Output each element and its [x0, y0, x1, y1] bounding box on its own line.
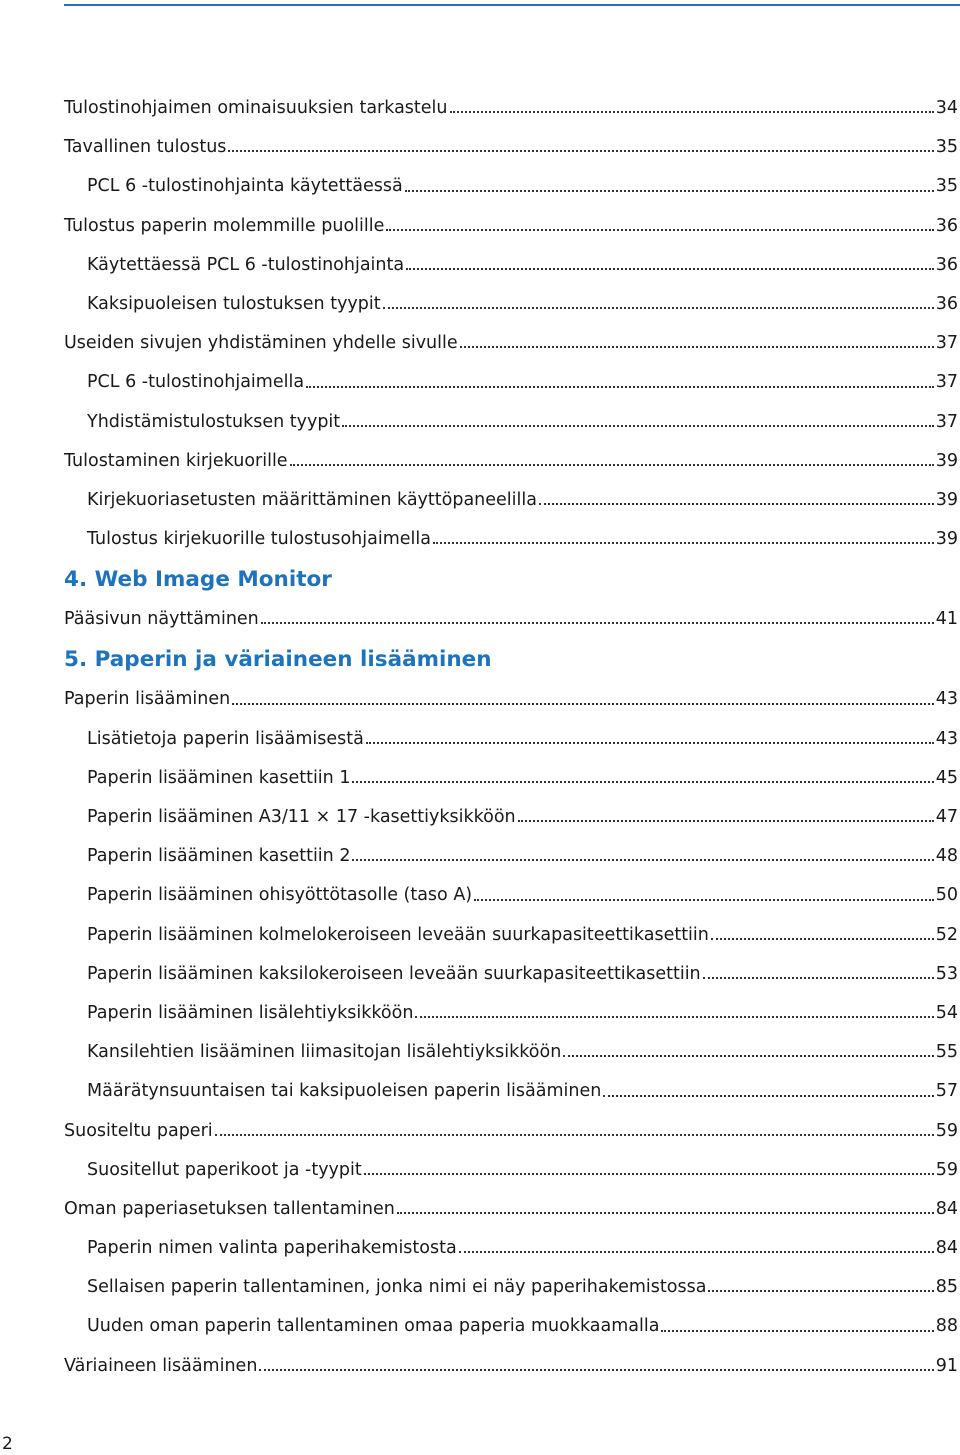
toc-subentry[interactable] [64, 759, 958, 798]
toc-entry-title: Paperin lisääminen A3/11 × 17 -kasettiyksikköön [87, 807, 516, 827]
toc-subentry[interactable] [64, 246, 958, 285]
toc-entry-title: PCL 6 -tulostinohjainta käytettäessä [87, 176, 403, 197]
toc-entry-title: Sellaisen paperin tallentaminen, jonka nimi ei näy paperihakemistossa [87, 1277, 707, 1298]
toc-entry-title: Lisätietoja paperin lisäämisestä [87, 728, 364, 749]
toc-entry-title: Paperin lisääminen kaksilokeroiseen leveään suurkapasiteettikasettiin [87, 963, 701, 984]
toc-entry-title: Kansilehtien lisääminen liimasitojan lisälehtiyksikköön [87, 1042, 562, 1063]
toc-entry-title: Useiden sivujen yhdistäminen yhdelle sivulle [64, 333, 458, 354]
dot-leader [290, 464, 934, 466]
toc-entry-title: Väriaineen lisääminen [64, 1355, 258, 1376]
toc-entry-page: 59 [935, 1159, 958, 1180]
header-rule [64, 4, 960, 6]
toc-entry-page: 84 [935, 1198, 958, 1219]
toc-entry-page: 50 [935, 885, 958, 906]
toc-entry[interactable] [64, 442, 958, 481]
toc-entry[interactable] [64, 128, 958, 167]
toc-subentry[interactable] [64, 363, 958, 402]
toc-entry-title: Tulostus paperin molemmille puolille [64, 215, 385, 236]
toc-entry-title: Tavallinen tulostus [64, 137, 227, 158]
toc-subentry[interactable] [64, 994, 958, 1033]
toc-entry-page: 88 [935, 1316, 958, 1337]
toc-entry-title: Paperin lisääminen [64, 689, 231, 710]
toc-subentry[interactable] [64, 1229, 958, 1268]
toc-subentry[interactable] [64, 1072, 958, 1111]
toc-entry-page: 55 [935, 1042, 958, 1063]
toc-entry-page: 35 [935, 137, 958, 158]
toc-entry-page: 43 [935, 728, 958, 749]
dot-leader [232, 703, 933, 705]
dot-leader [603, 1095, 933, 1097]
toc-entry[interactable] [64, 680, 958, 719]
toc-subentry[interactable] [64, 798, 958, 837]
toc-subentry[interactable] [64, 481, 958, 520]
toc-entry-title: Pääsivun näyttäminen [64, 609, 259, 630]
chapter-heading[interactable]: 4. Web Image Monitor [64, 567, 332, 593]
toc-entry-title: Kirjekuoriasetusten määrittäminen käyttöpaneelilla [87, 489, 537, 510]
toc-entry-page: 48 [935, 846, 958, 867]
toc-entry-title: Tulostinohjaimen ominaisuuksien tarkastelu [64, 98, 448, 118]
toc-entry[interactable] [64, 89, 958, 128]
toc-subentry[interactable] [64, 285, 958, 324]
dot-leader [459, 1251, 934, 1253]
page-number: 2 [2, 1434, 13, 1454]
dot-leader [366, 742, 934, 744]
toc-entry-page: 84 [935, 1238, 958, 1259]
toc-entry-page: 57 [935, 1081, 958, 1102]
toc-entry-title: Määrätynsuuntaisen tai kaksipuoleisen paperin lisääminen [87, 1081, 602, 1102]
dot-leader [306, 386, 934, 388]
toc-entry-page: 37 [935, 333, 958, 354]
toc-entry-page: 45 [935, 767, 958, 788]
dot-leader [708, 1290, 933, 1292]
toc-entry[interactable] [64, 207, 958, 246]
toc-entry-title: Tulostaminen kirjekuorille [64, 450, 288, 471]
toc-entry-page: 91 [935, 1355, 958, 1376]
toc-entry-page: 47 [935, 807, 958, 827]
toc-entry-page: 85 [935, 1277, 958, 1298]
toc-entry[interactable] [64, 1347, 958, 1386]
toc-entry-page: 37 [935, 372, 958, 393]
toc-entry-title: Tulostus kirjekuorille tulostusohjaimella [87, 529, 431, 550]
toc-entry[interactable] [64, 600, 958, 639]
dot-leader [563, 1055, 933, 1057]
dot-leader [406, 268, 934, 270]
toc-entry-page: 36 [935, 254, 958, 275]
dot-leader [352, 859, 933, 861]
toc-entry-title: Suositeltu paperi [64, 1120, 213, 1141]
dot-leader [703, 977, 934, 979]
toc-entry-title: Paperin lisääminen ohisyöttötasolle (taso A) [87, 885, 473, 906]
toc-entry-title: Oman paperiasetuksen tallentaminen [64, 1198, 395, 1219]
toc-subentry[interactable] [64, 167, 958, 206]
toc-entry-page: 43 [935, 689, 958, 710]
dot-leader [415, 1016, 933, 1018]
toc-entry-page: 37 [935, 411, 958, 432]
toc-entry-page: 39 [935, 489, 958, 510]
toc-entry[interactable] [64, 1112, 958, 1151]
toc-entry[interactable] [64, 1190, 958, 1229]
dot-leader [518, 820, 934, 822]
toc-subentry[interactable] [64, 1268, 958, 1307]
toc-entry-title: Yhdistämistulostuksen tyypit [87, 411, 341, 432]
toc-subentry[interactable] [64, 1151, 958, 1190]
toc-subentry[interactable] [64, 403, 958, 442]
toc-subentry[interactable] [64, 837, 958, 876]
toc-subentry[interactable] [64, 1033, 958, 1072]
chapter-heading[interactable]: 5. Paperin ja väriaineen lisääminen [64, 647, 492, 673]
toc-entry-title: Kaksipuoleisen tulostuksen tyypit [87, 293, 381, 314]
toc-entry-page: 41 [935, 609, 958, 630]
toc-entry-page: 54 [935, 1002, 958, 1023]
toc-entry[interactable] [64, 324, 958, 363]
dot-leader [215, 1134, 934, 1136]
dot-leader [474, 899, 934, 901]
toc-entry-page: 39 [935, 529, 958, 550]
dot-leader [711, 938, 934, 940]
toc-subentry[interactable] [64, 1307, 958, 1346]
dot-leader [259, 1369, 933, 1371]
dot-leader [342, 425, 934, 427]
toc-subentry[interactable] [64, 720, 958, 759]
toc-entry-page: 36 [935, 293, 958, 314]
dot-leader [386, 229, 933, 231]
toc-entry-page: 34 [935, 98, 958, 118]
dot-leader [228, 150, 933, 152]
dot-leader [460, 346, 934, 348]
table-of-contents [64, 89, 958, 1386]
toc-entry-page: 39 [935, 450, 958, 471]
toc-entry-title: Paperin lisääminen kasettiin 2 [87, 846, 351, 867]
toc-entry-page: 53 [935, 963, 958, 984]
toc-entry-title: Paperin lisääminen kolmelokeroiseen leveään suurkapasiteettikasettiin [87, 924, 709, 945]
toc-entry-title: Uuden oman paperin tallentaminen omaa paperia muokkaamalla [87, 1316, 660, 1337]
dot-leader [539, 503, 934, 505]
toc-entry-page: 59 [935, 1120, 958, 1141]
dot-leader [450, 111, 934, 113]
dot-leader [383, 307, 934, 309]
dot-leader [661, 1330, 933, 1332]
dot-leader [261, 622, 934, 624]
toc-entry-page: 35 [935, 176, 958, 197]
dot-leader [405, 190, 934, 192]
dot-leader [397, 1212, 934, 1214]
toc-entry-title: Suositellut paperikoot ja -tyypit [87, 1159, 362, 1180]
toc-entry-title: Paperin nimen valinta paperihakemistosta [87, 1238, 457, 1259]
toc-subentry[interactable] [64, 876, 958, 915]
toc-entry-title: Paperin lisääminen kasettiin 1 [87, 767, 351, 788]
dot-leader [433, 542, 934, 544]
toc-entry-title: Käytettäessä PCL 6 -tulostinohjainta [87, 254, 405, 275]
toc-entry-page: 36 [935, 215, 958, 236]
toc-subentry[interactable] [64, 955, 958, 994]
toc-entry-page: 52 [935, 924, 958, 945]
toc-subentry[interactable] [64, 916, 958, 955]
dot-leader [352, 781, 933, 783]
dot-leader [364, 1173, 934, 1175]
toc-entry-title: PCL 6 -tulostinohjaimella [87, 372, 305, 393]
toc-subentry[interactable] [64, 520, 958, 559]
toc-entry-title: Paperin lisääminen lisälehtiyksikköön [87, 1002, 414, 1023]
